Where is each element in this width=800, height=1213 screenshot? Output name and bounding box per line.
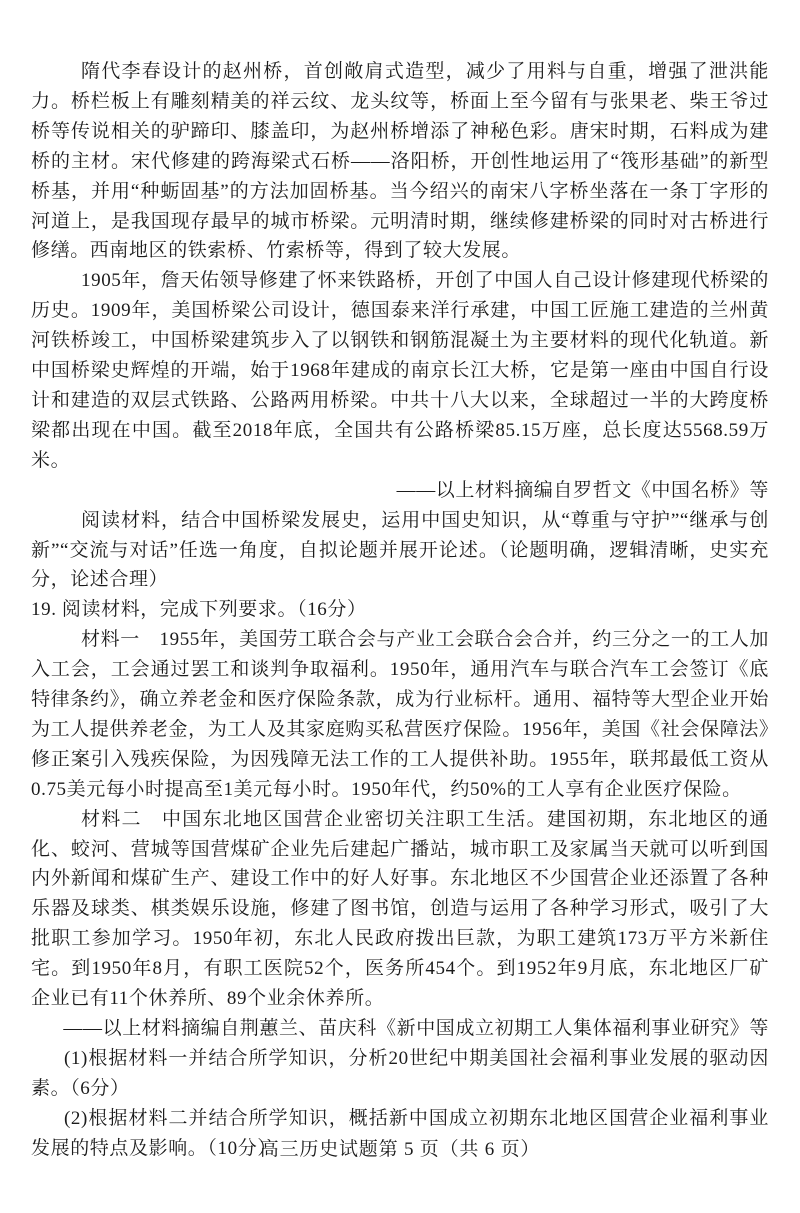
paragraph-bridge-history-ancient: 隋代李春设计的赵州桥，首创敞肩式造型，减少了用料与自重，增强了泄洪能力。桥栏板上有雕刻精美的祥云纹、龙头纹等，桥面上至今留有与张果老、柴王爷过桥等传说相关的驴蹄印、膝盖印，为赵州桥增添了神秘色彩。唐宋时期，石料成为建桥的主材。宋代修建的跨海梁式石桥——洛阳桥，开创性地运用了“筏形基础”的新型桥基，并用“种蛎固基”的方法加固桥基。当今绍兴的南宋八字桥坐落在一条丁字形的河道上，是我国现存最早的城市桥梁。元明清时期，继续修建桥梁的同时对古桥进行修缮。西南地区的铁索桥、竹索桥等，得到了较大发展。 — [31, 61, 769, 262]
paragraph-material-one: 材料一 1955年，美国劳工联合会与产业工会联合会合并，约三分之一的工人加入工会，工会通过罢工和谈判争取福利。1950年，通用汽车与联合汽车工会签订《底特律条约》，确立养老金和医疗保险条款，成为行业标杆。通用、福特等大型企业开始为工人提供养老金，为工人及其家庭购买私营医疗保险。1956年，美国《社会保障法》修正案引入残疾保险，为因残障无法工作的工人提供补助。1955年，联邦最低工资从0.75美元每小时提高至1美元每小时。1950年代，约50%的工人享有企业医疗保险。 — [31, 629, 769, 800]
question-19-heading: 19. 阅读材料，完成下列要求。（16分） — [31, 599, 367, 621]
attribution-bridge-source: ——以上材料摘编自罗哲文《中国名桥》等 — [396, 479, 769, 501]
question-19-sub-2: (2)根据材料二并结合所学知识，概括新中国成立初期东北地区国营企业福利事业发展的特点及影响。（10分） — [31, 1107, 769, 1159]
paragraph-material-two: 材料二 中国东北地区国营企业密切关注职工生活。建国初期，东北地区的通化、蛟河、营城等国营煤矿企业先后建起广播站，城市职工及家属当天就可以听到国内外新闻和煤矿生产、建设工作中的好人好事。东北地区不少国营企业还添置了各种乐器及球类、棋类娱乐设施，修建了图书馆，创造与运用了各种学习形式，吸引了大批职工参加学习。1950年初，东北人民政府拨出巨款，为职工建筑173万平方米新住宅。到1950年8月，有职工医院52个，医务所454个。到1952年9月底，东北地区厂矿企业已有11个休养所、89个业余休养所。 — [31, 808, 769, 1010]
paragraph-bridge-history-modern: 1905年，詹天佑领导修建了怀来铁路桥，开创了中国人自己设计修建现代桥梁的历史。1909年，美国桥梁公司设计，德国泰来洋行承建，中国工匠施工建造的兰州黄河铁桥竣工，中国桥梁建筑步入了以钢铁和钢筋混凝土为主要材料的现代化轨道。新中国桥梁史辉煌的开端，始于1968年建成的南京长江大桥，它是第一座由中国自行设计和建造的双层式铁路、公路两用桥梁。中共十八大以来，全球超过一半的大跨度桥梁都出现在中国。截至2018年底，全国共有公路桥梁85.15万座，总长度达5568.59万米。 — [31, 270, 769, 471]
attribution-welfare-source: ——以上材料摘编自荆蕙兰、苗庆科《新中国成立初期工人集体福利事业研究》等 — [63, 1018, 769, 1039]
page-footer: 高三历史试题第 5 页（共 6 页） — [259, 1139, 541, 1160]
question-19-sub-1: (1)根据材料一并结合所学知识，分析20世纪中期美国社会福利事业发展的驱动因素。（6分） — [31, 1047, 769, 1099]
paragraph-essay-task: 阅读材料，结合中国桥梁发展史，运用中国史知识，从“尊重与守护”“继承与创新”“交流与对话”任选一角度，自拟论题并展开论述。（论题明确，逻辑清晰，史实充分，论述合理） — [31, 509, 769, 591]
